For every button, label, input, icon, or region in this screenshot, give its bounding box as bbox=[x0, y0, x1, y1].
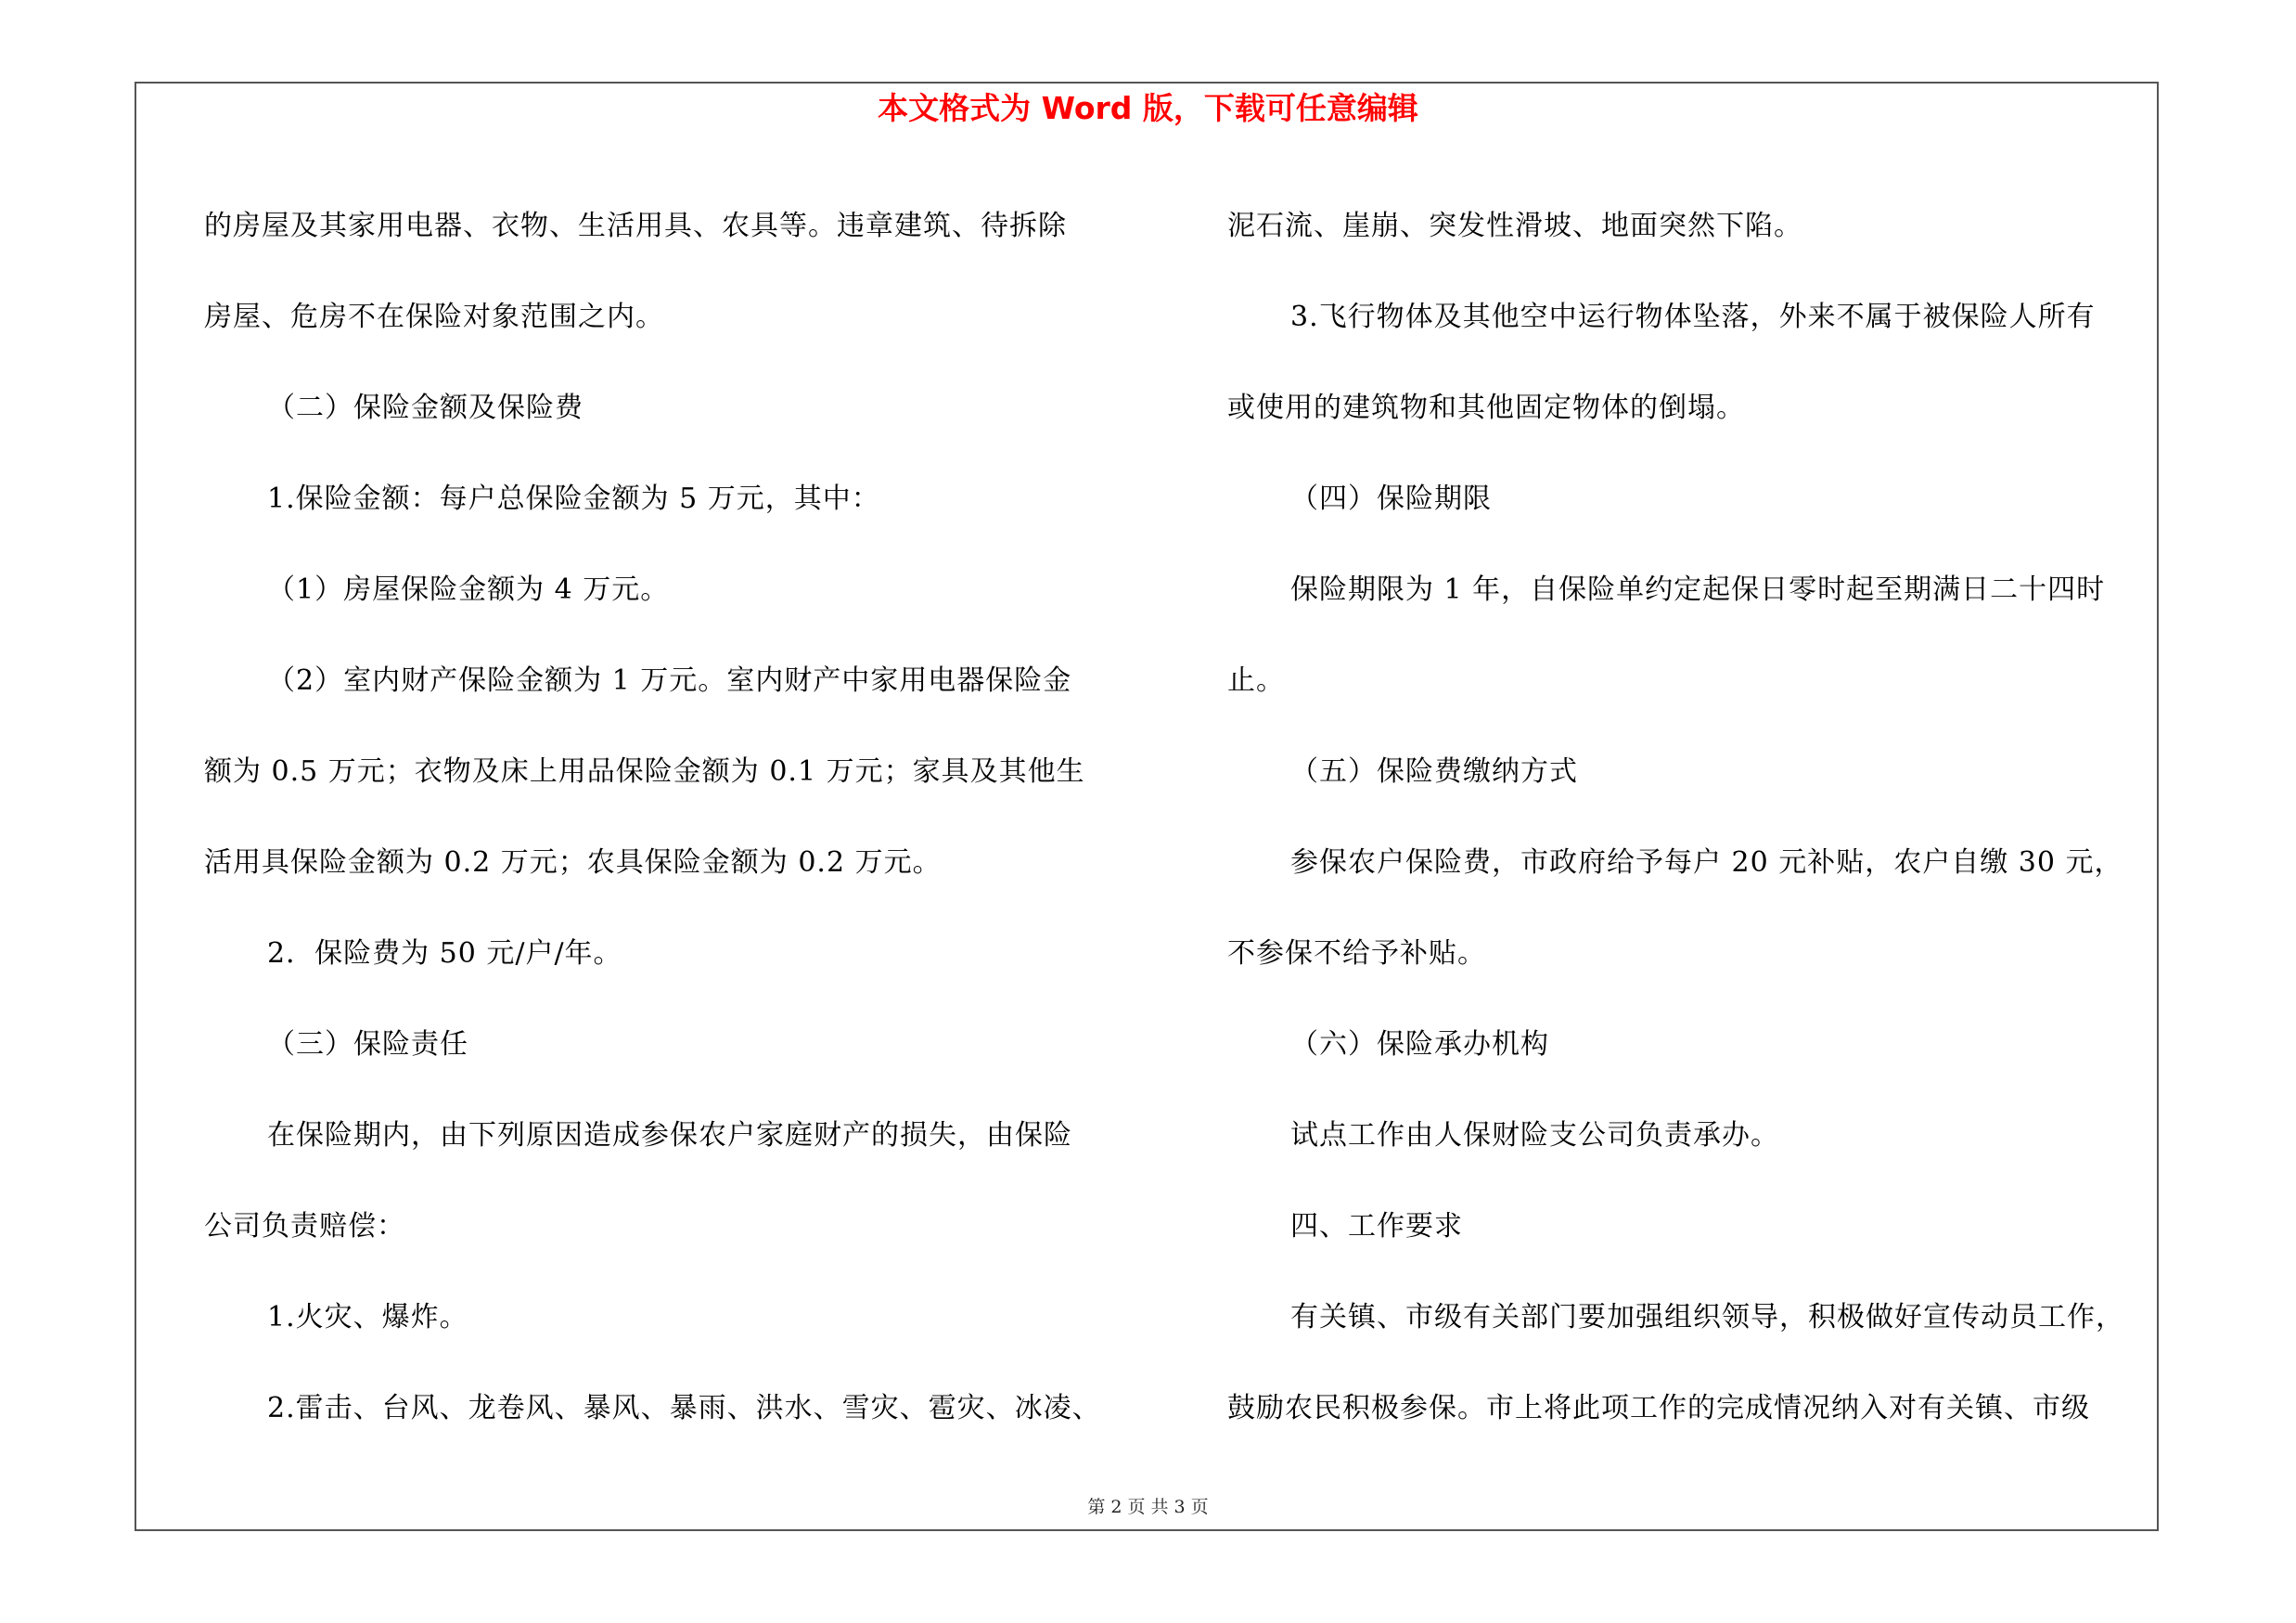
page-number: 第 2 页 共 3 页 bbox=[1087, 1497, 1209, 1517]
paragraph-line: 公司负责赔偿： bbox=[204, 1210, 405, 1243]
paragraph-line: 鼓励农民积极参保。市上将此项工作的完成情况纳入对有关镇、市级 bbox=[1227, 1392, 2090, 1424]
paragraph-line: 不参保不给予补贴。 bbox=[1227, 937, 1486, 970]
format-banner: 本文格式为 Word 版，下载可任意编辑 bbox=[878, 90, 1418, 126]
section-heading: （二）保险金额及保险费 bbox=[267, 392, 584, 424]
paragraph-line: （2）室内财产保险金额为 1 万元。室内财产中家用电器保险金 bbox=[267, 664, 1072, 697]
section-heading: 四、工作要求 bbox=[1290, 1210, 1463, 1243]
paragraph-line: 活用具保险金额为 0.2 万元；农具保险金额为 0.2 万元。 bbox=[204, 846, 942, 879]
paragraph-line: 有关镇、市级有关部门要加强组织领导，积极做好宣传动员工作， bbox=[1290, 1301, 2124, 1333]
paragraph-line: 泥石流、崖崩、突发性滑坡、地面突然下陷。 bbox=[1227, 210, 1802, 242]
paragraph-line: 2.雷击、台风、龙卷风、暴风、暴雨、洪水、雪灾、雹灾、冰凌、 bbox=[267, 1392, 1101, 1424]
section-heading: （四）保险期限 bbox=[1290, 483, 1492, 515]
section-heading: （六）保险承办机构 bbox=[1290, 1028, 1549, 1061]
paragraph-line: 参保农户保险费，市政府给予每户 20 元补贴，农户自缴 30 元， bbox=[1290, 846, 2123, 879]
paragraph-line: 或使用的建筑物和其他固定物体的倒塌。 bbox=[1227, 392, 1745, 424]
left-column bbox=[204, 181, 1127, 1454]
section-heading: （三）保险责任 bbox=[267, 1028, 468, 1061]
paragraph-line: 3.飞行物体及其他空中运行物体坠落，外来不属于被保险人所有 bbox=[1290, 301, 2096, 333]
paragraph-line: 止。 bbox=[1227, 664, 1285, 697]
paragraph-line: 在保险期内，由下列原因造成参保农户家庭财产的损失，由保险 bbox=[267, 1119, 1072, 1152]
paragraph-line: 1.火灾、爆炸。 bbox=[267, 1301, 468, 1333]
section-heading: （五）保险费缴纳方式 bbox=[1290, 755, 1578, 788]
paragraph-line: 的房屋及其家用电器、衣物、生活用具、农具等。违章建筑、待拆除 bbox=[204, 210, 1067, 242]
paragraph-line: （1）房屋保险金额为 4 万元。 bbox=[267, 573, 670, 606]
paragraph-line: 房屋、危房不在保险对象范围之内。 bbox=[204, 301, 664, 333]
paragraph-line: 1.保险金额：每户总保险金额为 5 万元，其中： bbox=[267, 483, 880, 515]
paragraph-line: 2．保险费为 50 元/户/年。 bbox=[267, 937, 622, 970]
paragraph-line: 试点工作由人保财险支公司负责承办。 bbox=[1290, 1119, 1779, 1152]
paragraph-line: 保险期限为 1 年，自保险单约定起保日零时起至期满日二十四时 bbox=[1290, 573, 2106, 606]
right-column bbox=[1227, 181, 2160, 1454]
paragraph-line: 额为 0.5 万元；衣物及床上用品保险金额为 0.1 万元；家具及其他生 bbox=[204, 755, 1085, 788]
